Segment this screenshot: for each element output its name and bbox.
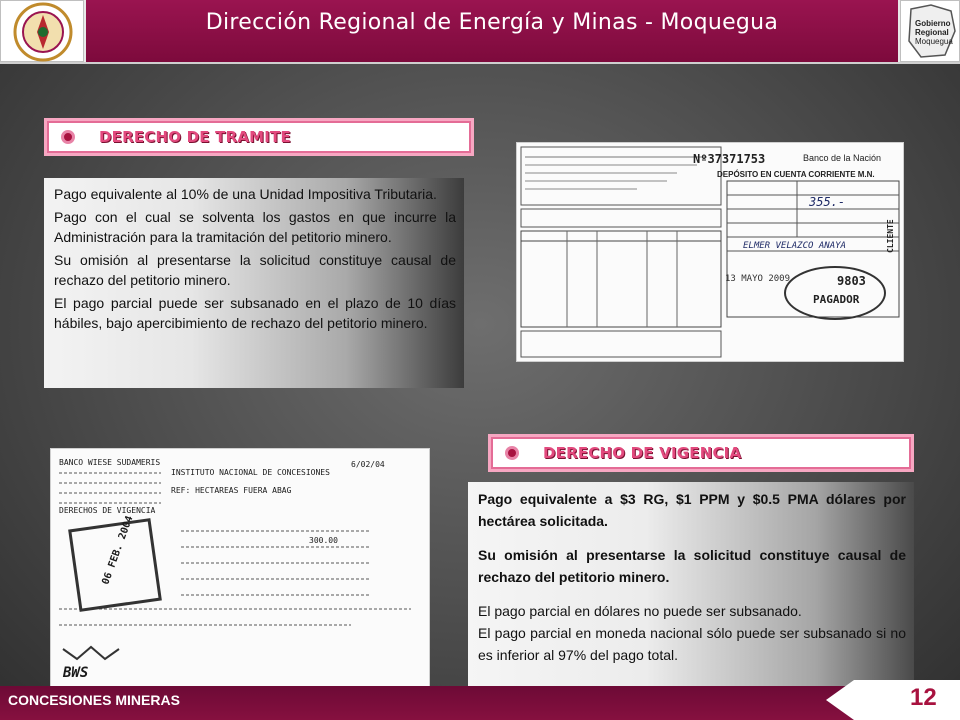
vigencia-paragraph: Pago equivalente a $3 RG, $1 PPM y $0.5 PMA dólares por hectárea solicitada. — [478, 491, 906, 529]
vigencia-text-panel — [468, 482, 914, 692]
vigencia-heading: DERECHO DE VIGENCIA — [543, 444, 742, 462]
tramite-banner — [44, 118, 474, 156]
tramite-heading: DERECHO DE TRAMITE — [99, 128, 291, 146]
footer-label: CONCESIONES MINERAS — [8, 692, 180, 708]
institution: INSTITUTO NACIONAL DE CONCESIONES — [171, 468, 330, 477]
logo-line-1: Gobierno — [915, 19, 951, 28]
vigencia-banner — [488, 434, 914, 472]
amount-handwritten: 355.- — [809, 195, 846, 209]
header-bar — [0, 0, 960, 64]
vigencia-paragraph: El pago parcial en moneda nacional sólo puede ser subsanado si no es inferior al 97% del pago total. — [478, 625, 906, 663]
bws-receipt-image — [50, 448, 430, 688]
tramite-paragraph: Su omisión al presentarse la solicitud constituye causal de rechazo del petitorio minero. — [54, 252, 456, 288]
vigencia-paragraph: Su omisión al presentarse la solicitud constituye causal de rechazo del petitorio minero. — [478, 547, 906, 585]
logo-line-2: Regional — [915, 28, 949, 37]
tramite-paragraph: Pago con el cual se solventa los gastos en que incurre la Administración para la tramitación del petitorio minero. — [54, 209, 456, 245]
bullet-icon — [61, 130, 75, 144]
stamp-code: 9803 — [837, 274, 866, 288]
gobierno-regional-logo — [900, 0, 960, 62]
receipt-title: DEPÓSITO EN CUENTA CORRIENTE M.N. — [717, 170, 875, 179]
bank-line: BANCO WIESE SUDAMERIS — [59, 458, 161, 467]
bank-name: Banco de la Nación — [803, 153, 882, 163]
receipt-date: 6/02/04 — [351, 460, 385, 469]
tramite-paragraph: El pago parcial puede ser subsanado en el plazo de 10 días hábiles, bajo apercibimiento de rechazo del petitorio minero. — [54, 295, 456, 331]
vigencia-paragraph: El pago parcial en dólares no puede ser subsanado. — [478, 603, 802, 619]
amount: 300.00 — [309, 536, 338, 545]
page-number: 12 — [910, 684, 937, 711]
ministry-logo — [0, 0, 84, 62]
page-number-tab — [826, 680, 960, 720]
bws-logo: BWS — [63, 665, 89, 681]
date-stamp: 13 MAYO 2009 — [725, 274, 791, 284]
ministry-seal-icon — [1, 1, 85, 63]
page-title: Dirección Regional de Energía y Minas - Moquegua — [205, 10, 779, 35]
deposit-receipt-image — [516, 142, 904, 362]
receipt-number: Nº37371753 — [693, 152, 766, 166]
reference: REF: HECTAREAS FUERA ABAG — [171, 486, 292, 495]
tramite-text-panel — [44, 178, 464, 388]
logo-line-3: Moquegua — [915, 37, 953, 46]
stamp-label: PAGADOR — [813, 293, 860, 306]
tramite-paragraph: Pago equivalente al 10% de una Unidad Impositiva Tributaria. — [54, 186, 437, 202]
concept: DERECHOS DE VIGENCIA — [59, 506, 156, 515]
holder-handwritten: ELMER VELAZCO ANAYA — [743, 241, 846, 251]
side-label: CLIENTE — [886, 219, 895, 253]
stamp-date: 06 FEB. 2004 — [100, 514, 136, 587]
bullet-icon — [505, 446, 519, 460]
